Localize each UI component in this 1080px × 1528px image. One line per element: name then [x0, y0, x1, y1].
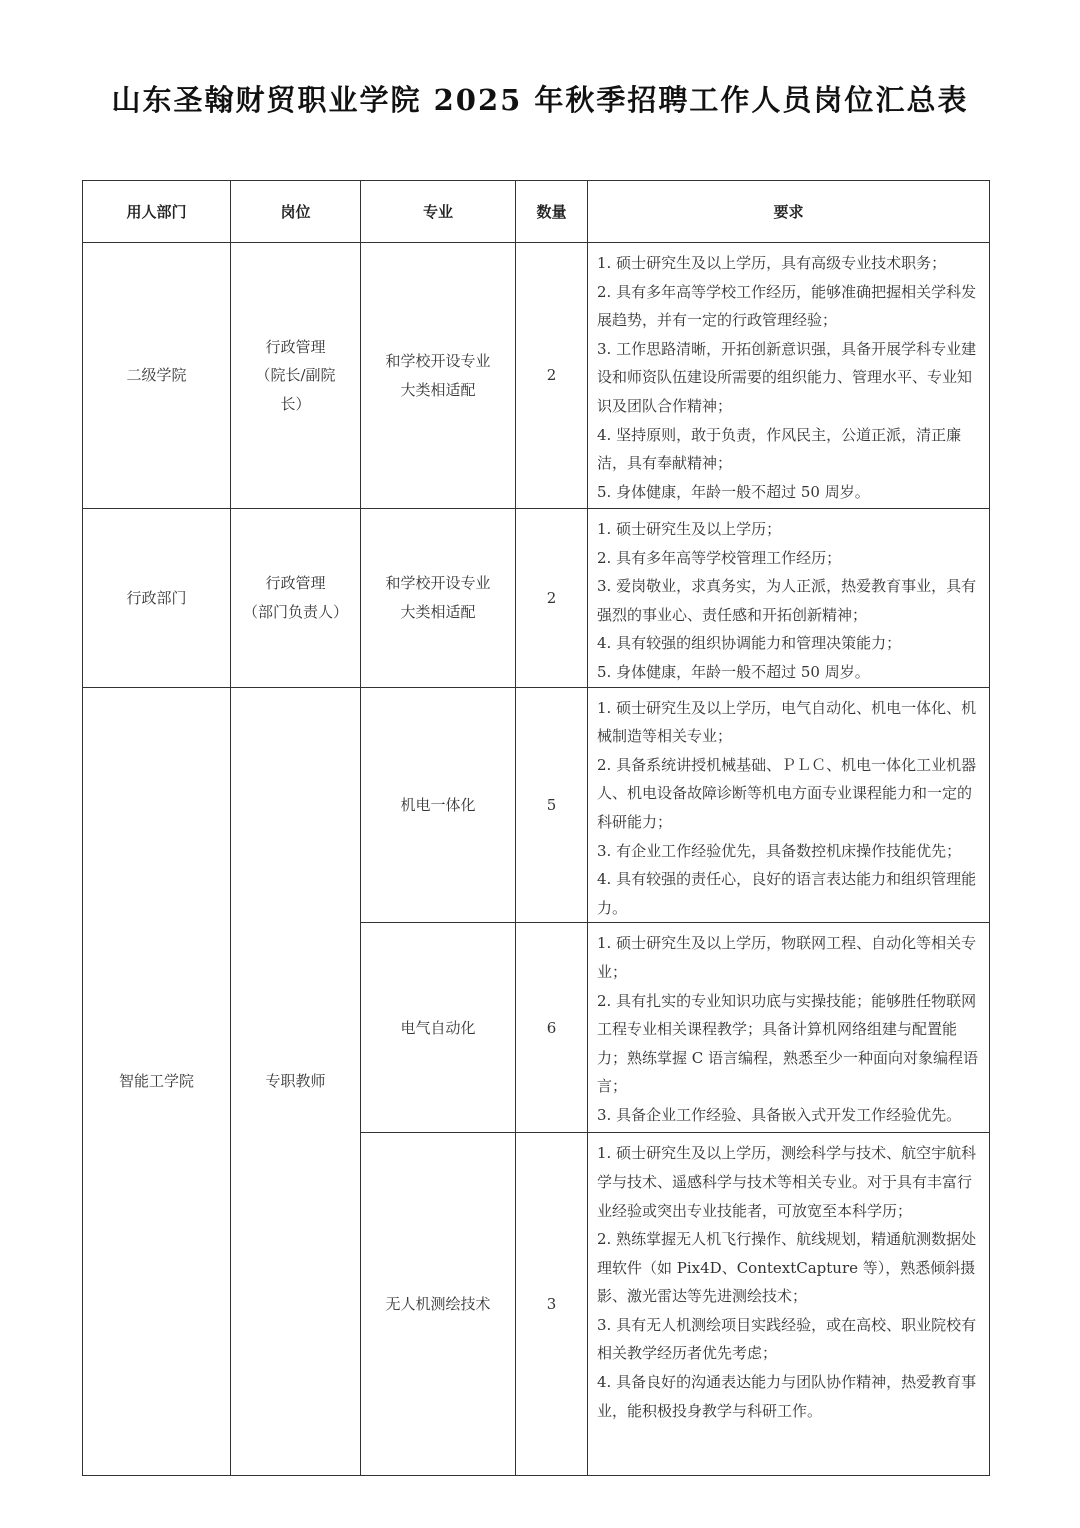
- major-line: 和学校开设专业: [385, 574, 491, 593]
- positions-table: [82, 180, 990, 1476]
- requirement-item: 2. 具备系统讲授机械基础、ＰＬＣ、机电一体化工业机器人、机电设备故障诊断等机电方面专业课程能力和一定的科研能力；: [597, 755, 977, 831]
- requirements-cell: [588, 923, 990, 1133]
- count-cell: 6: [516, 923, 588, 1133]
- major-cell: 电气自动化: [361, 923, 516, 1133]
- header-major: 专业: [361, 181, 516, 243]
- requirement-item: 2. 具有扎实的专业知识功底与实操技能；能够胜任物联网工程专业相关课程教学；具备计算机网络组建与配置能力；熟练掌握 C 语言编程，熟悉至少一种面向对象编程语言；: [597, 991, 979, 1096]
- table-row: [83, 509, 990, 688]
- department-cell: 行政部门: [83, 509, 231, 688]
- requirement-item: 4. 具有较强的责任心，良好的语言表达能力和组织管理能力。: [597, 870, 977, 917]
- major-cell: 无人机测绘技术: [361, 1133, 516, 1476]
- requirement-item: 1. 硕士研究生及以上学历，测绘科学与技术、航空宇航科学与技术、遥感科学与技术等相关专业。对于具有丰富行业经验或突出专业技能者，可放宽至本科学历；: [597, 1144, 977, 1220]
- requirement-item: 5. 身体健康，年龄一般不超过 50 周岁。: [597, 662, 870, 681]
- position-cell: [231, 509, 361, 688]
- table-row: [83, 243, 990, 509]
- count-cell: 2: [516, 509, 588, 688]
- count-cell: 5: [516, 687, 588, 923]
- header-count: 数量: [516, 181, 588, 243]
- header-department: 用人部门: [83, 181, 231, 243]
- requirement-item: 3. 具备企业工作经验、具备嵌入式开发工作经验优先。: [597, 1105, 962, 1124]
- table-row: [83, 687, 990, 923]
- page-title: 山东圣翰财贸职业学院 2025 年秋季招聘工作人员岗位汇总表: [111, 83, 969, 117]
- position-line: 长）: [280, 394, 311, 413]
- requirement-item: 4. 具备良好的沟通表达能力与团队协作精神，热爱教育事业，能积极投身教学与科研工作。: [597, 1373, 977, 1420]
- header-requirements: 要求: [588, 181, 990, 243]
- major-cell: [361, 509, 516, 688]
- major-cell: [361, 243, 516, 509]
- requirement-item: 2. 熟练掌握无人机飞行操作、航线规划，精通航测数据处理软件（如 Pix4D、ContextCapture 等），熟悉倾斜摄影、激光雷达等先进测绘技术；: [597, 1230, 977, 1306]
- requirement-item: 3. 爱岗敬业，求真务实，为人正派，热爱教育事业，具有强烈的事业心、责任感和开拓创新精神；: [597, 577, 977, 624]
- requirements-cell: [588, 509, 990, 688]
- department-cell: 智能工学院: [83, 687, 231, 1476]
- requirement-item: 1. 硕士研究生及以上学历；: [597, 520, 782, 538]
- position-line: 行政管理: [265, 337, 326, 356]
- requirement-item: 1. 硕士研究生及以上学历，具有高级专业技术职务；: [597, 254, 947, 272]
- major-cell: 机电一体化: [361, 687, 516, 923]
- major-line: 大类相适配: [400, 602, 476, 621]
- requirements-cell: [588, 243, 990, 509]
- position-line: （部门负责人）: [242, 602, 348, 621]
- count-cell: 3: [516, 1133, 588, 1476]
- count-cell: 2: [516, 243, 588, 509]
- requirements-cell: [588, 1133, 990, 1476]
- major-line: 和学校开设专业: [385, 352, 491, 370]
- department-cell: 二级学院: [83, 243, 231, 509]
- position-line: 行政管理: [265, 574, 326, 593]
- requirement-item: 1. 硕士研究生及以上学历，电气自动化、机电一体化、机械制造等相关专业；: [597, 698, 977, 746]
- major-line: 大类相适配: [400, 380, 476, 399]
- requirement-item: 2. 具有多年高等学校管理工作经历；: [597, 548, 842, 567]
- requirements-cell: [588, 687, 990, 923]
- requirement-item: 3. 有企业工作经验优先，具备数控机床操作技能优先；: [597, 841, 962, 860]
- requirement-item: 1. 硕士研究生及以上学历，物联网工程、自动化等相关专业；: [597, 934, 977, 981]
- requirement-item: 3. 工作思路清晰，开拓创新意识强，具备开展学科专业建设和师资队伍建设所需要的组织能力、管理水平、专业知识及团队合作精神；: [597, 339, 977, 415]
- position-line: （院长/副院: [255, 366, 336, 385]
- header-position: 岗位: [231, 181, 361, 243]
- requirement-item: 2. 具有多年高等学校工作经历，能够准确把握相关学科发展趋势，并有一定的行政管理经验；: [597, 282, 977, 330]
- position-cell: 专职教师: [231, 687, 361, 1476]
- position-cell: [231, 243, 361, 509]
- requirement-item: 5. 身体健康，年龄一般不超过 50 周岁。: [597, 482, 870, 501]
- requirement-item: 3. 具有无人机测绘项目实践经验，或在高校、职业院校有相关教学经历者优先考虑；: [597, 1315, 977, 1363]
- table-header-row: [83, 181, 990, 243]
- requirement-item: 4. 具有较强的组织协调能力和管理决策能力；: [597, 634, 902, 653]
- requirement-item: 4. 坚持原则，敢于负责，作风民主，公道正派，清正廉洁，具有奉献精神；: [597, 425, 962, 473]
